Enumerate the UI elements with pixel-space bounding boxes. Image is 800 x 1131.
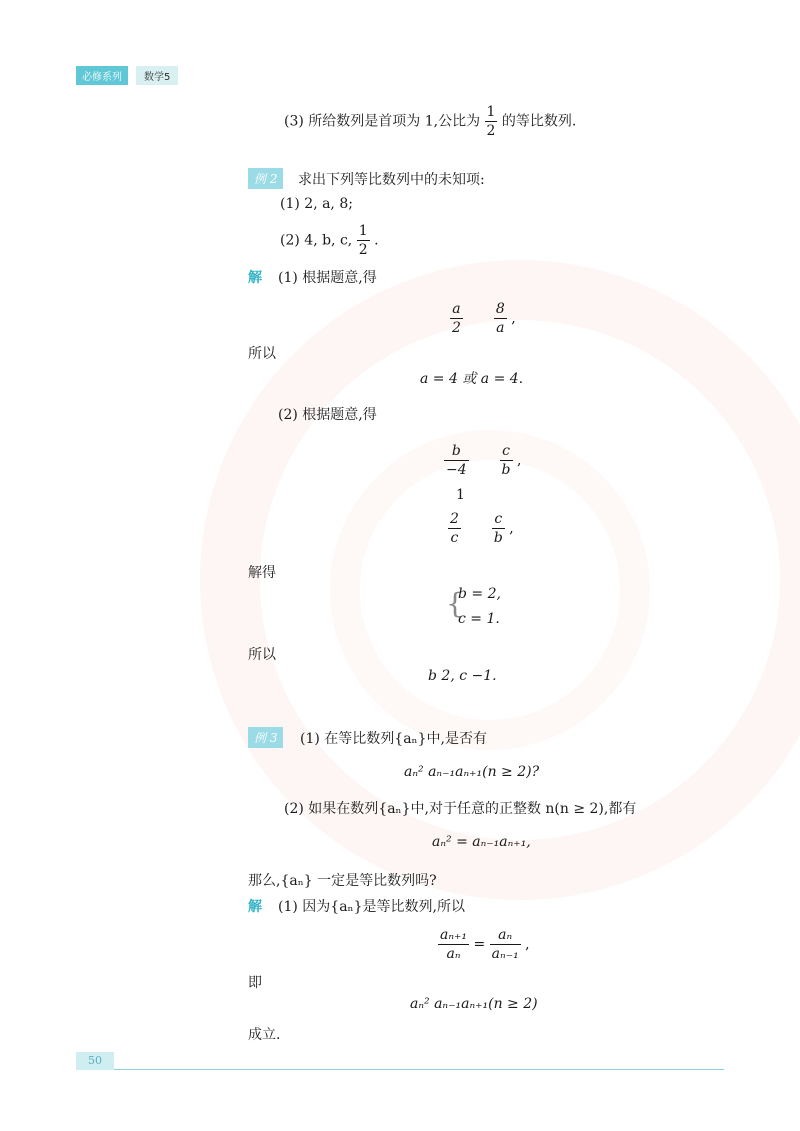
example-3-question: 那么,{aₙ} 一定是等比数列吗? <box>248 873 437 889</box>
example-2-item-1: (1) 2, a, 8; <box>280 196 353 212</box>
eq2a-right-num: c <box>500 442 513 461</box>
sol3-right-den: aₙ₋₁ <box>491 946 519 962</box>
footer-rule <box>114 1069 724 1070</box>
sol3-tail: , <box>525 936 530 953</box>
example-2-tag: 例 2 <box>248 168 283 189</box>
eq2a-right <box>500 442 513 479</box>
example-3-equation-1: aₙ² aₙ₋₁aₙ₊₁(n ≥ 2)? <box>404 764 540 780</box>
equation-2b <box>448 510 514 547</box>
sol3-left-den: aₙ <box>446 946 461 962</box>
eq2b-left-num: 2 <box>450 511 459 527</box>
sol3-right <box>490 926 521 963</box>
item2-fraction <box>357 222 370 259</box>
frac-den: 2 <box>486 123 496 139</box>
equation-2a <box>444 442 521 479</box>
item2-frac-num: 1 <box>358 223 368 239</box>
eq2a-left-den: −4 <box>446 462 467 478</box>
frac-num: 1 <box>486 104 496 120</box>
solution-b: b = 2, <box>458 586 501 602</box>
namely-label: 即 <box>248 975 262 991</box>
eq2b-right-den: b <box>493 530 503 546</box>
solution-2-part-1-intro: (1) 根据题意,得 <box>278 270 377 286</box>
sol3-left <box>438 926 469 963</box>
result-2: b 2, c −1. <box>428 668 497 684</box>
example-3-equation-2: aₙ² = aₙ₋₁aₙ₊₁, <box>432 834 531 850</box>
solution-3-marker: 解 <box>248 899 262 915</box>
therefore-2: 所以 <box>248 647 276 663</box>
holds-label: 成立. <box>248 1027 281 1043</box>
example-3-tag: 例 3 <box>248 727 283 748</box>
brace-icon: { <box>446 587 464 620</box>
item2-end: . <box>374 232 379 249</box>
eq1-left <box>450 300 463 337</box>
eq2b-right-num: c <box>492 510 505 529</box>
eq1-right-num: 8 <box>495 301 505 317</box>
subject-label: 数学5 <box>136 66 178 85</box>
line-q3-tail: 的等比数列. <box>501 113 577 130</box>
series-label: 必修系列 <box>76 66 128 85</box>
solved-label: 解得 <box>248 565 276 581</box>
equation-1 <box>450 300 516 337</box>
eq1-left-den: 2 <box>452 320 461 336</box>
solution-2-part-2-intro: (2) 根据题意,得 <box>278 407 377 423</box>
line-q3-text: (3) 所给数列是首项为 1,公比为 <box>284 113 485 130</box>
eq1-right <box>494 300 507 337</box>
eq1-tail: , <box>511 310 516 327</box>
eq2a-left-num: b <box>444 442 469 461</box>
eq2a-right-den: b <box>501 462 511 478</box>
eq2a-tail: , <box>516 452 522 469</box>
example-3-part-2: (2) 如果在数列{aₙ}中,对于任意的正整数 n(n ≥ 2),都有 <box>284 801 637 817</box>
item2-text: (2) 4, b, c, <box>280 232 357 249</box>
eq2b-right <box>492 510 505 547</box>
eq1-right-den: a <box>496 320 505 336</box>
example-2-item-2 <box>280 222 379 259</box>
eq2b-tail: , <box>509 520 514 537</box>
fraction-half <box>485 103 498 140</box>
sol3-right-num: aₙ <box>490 926 521 945</box>
page-number: 50 <box>76 1052 114 1070</box>
example-2-prompt: 求出下列等比数列中的未知项: <box>298 172 485 188</box>
therefore-1: 所以 <box>248 346 276 362</box>
solution-c: c = 1. <box>458 611 500 627</box>
equation-2-middle: 1 <box>456 487 465 503</box>
result-1: a = 4 或 a = 4. <box>420 371 524 387</box>
item2-frac-den: 2 <box>358 242 368 258</box>
eq1-left-num: a <box>450 300 463 319</box>
example-3-part-1: (1) 在等比数列{aₙ}中,是否有 <box>300 731 487 747</box>
line-q3 <box>284 103 576 140</box>
solution-marker: 解 <box>248 270 262 286</box>
eq2a-left <box>444 442 469 479</box>
eq2b-left-den: c <box>450 530 459 546</box>
eq2b-left <box>448 510 461 547</box>
solution-3-part-1: (1) 因为{aₙ}是等比数列,所以 <box>278 899 465 915</box>
sol3-left-num: aₙ₊₁ <box>440 927 468 943</box>
solution-3-equation-2: aₙ² aₙ₋₁aₙ₊₁(n ≥ 2) <box>410 996 538 1012</box>
solution-3-equation: $\frac{\text{aₙ₊₁}}{\text{aₙ}}$ = $\frac{\text{aₙ}}{\text{aₙ₋₁}}$ , <box>440 927 530 962</box>
